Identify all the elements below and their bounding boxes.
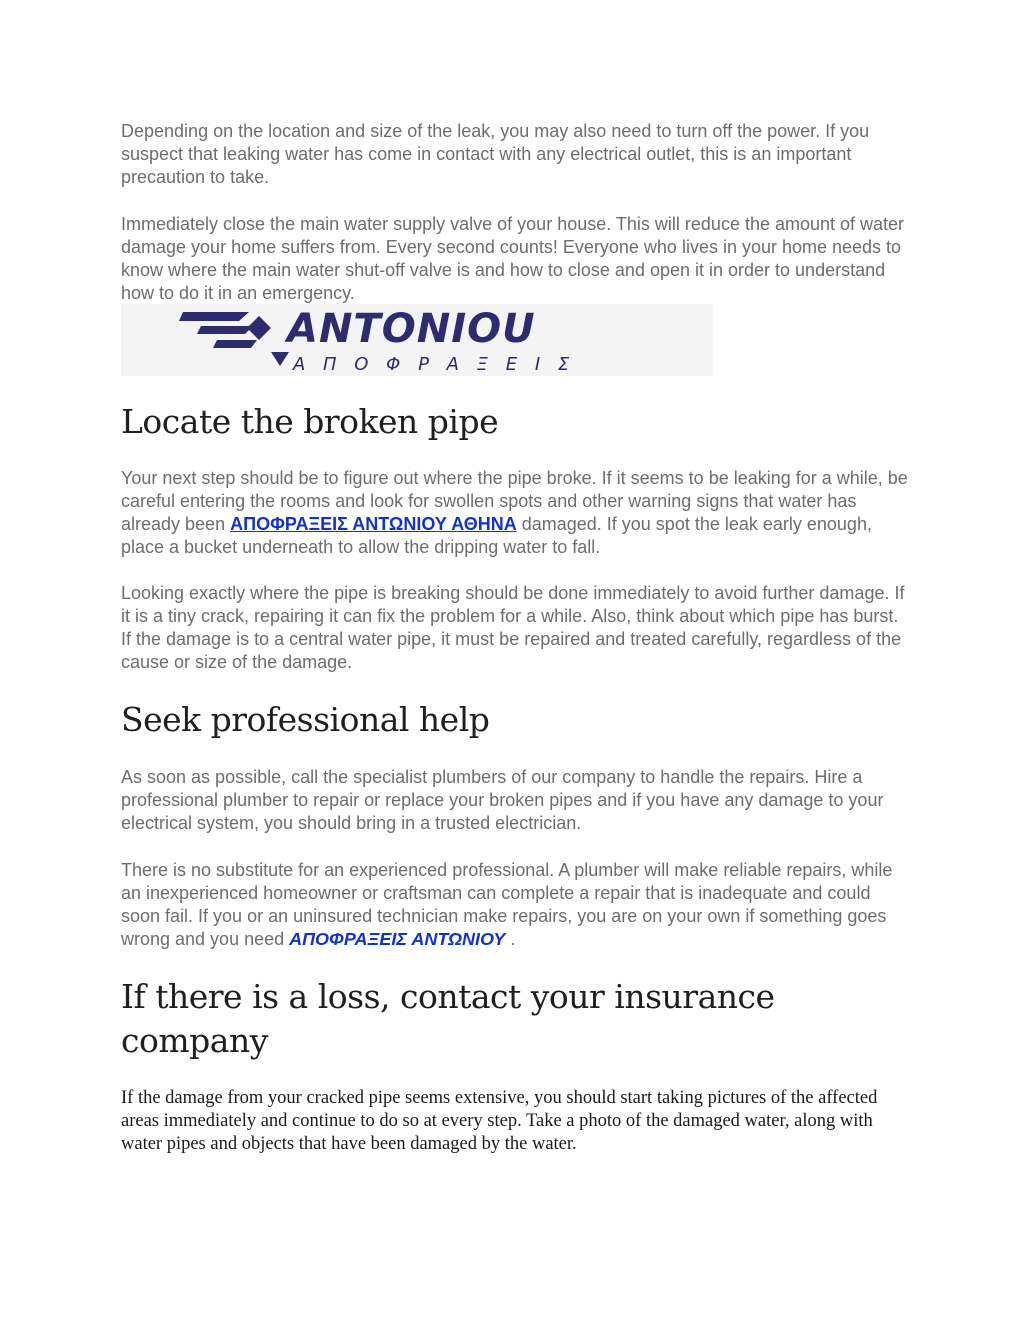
paragraph-looking-exactly: Looking exactly where the pipe is breaking should be done immediately to avoid further damage. If it is a tiny crack, repairing it can fix the problem for a while. Also, think about which pipe has burst. If the damage is to a central water pipe, it must be repaired and treated carefully, regardless of the cause or size of the damage.	[121, 583, 905, 672]
paragraph-power: Depending on the location and size of the leak, you may also need to turn off the power. If you suspect that leaking water has come in contact with any electrical outlet, this is an important precaution to take.	[121, 121, 870, 187]
paragraph-no-substitute-text-end: .	[505, 929, 516, 949]
paragraph-next-step-text-start: Your next step should be to figure out where the pipe broke. If it seems to be leaking for a while, be careful entering the rooms and look for swollen spots and other warning signs that water has already been	[121, 468, 908, 534]
antoniou-logo	[121, 304, 713, 376]
paragraph-take-pictures: If the damage from your cracked pipe seems extensive, you should start taking pictures of the affected areas immediately and continue to do so at every step. Take a photo of the damaged water, along with water pipes and objects that have been damaged by the water.	[121, 1088, 878, 1154]
paragraph-next-step-text-end: damaged. If you spot the leak early enough, place a bucket underneath to allow the dripping water to fall.	[121, 514, 872, 557]
link-apofraxeis-antoniou-athina[interactable]: ΑΠΟΦΡΑΞΕΙΣ ΑΝΤΩΝΙΟΥ ΑΘΗΝΑ	[230, 514, 517, 534]
paragraph-call-specialist: As soon as possible, call the specialist plumbers of our company to handle the repairs. Hire a professional plumber to repair or replace your broken pipes and if you have any damage to your electrical system, you should bring in a trusted electrician.	[121, 767, 884, 833]
logo-sub-text: Α Π Ο Φ Ρ Α Ξ Ε Ι Σ	[293, 354, 576, 375]
paragraph-no-substitute	[121, 859, 911, 951]
heading-locate-broken-pipe: Locate the broken pipe	[121, 402, 499, 441]
paragraph-no-substitute-text-start: There is no substitute for an experienced professional. A plumber will make reliable repairs, while an inexperienced homeowner or craftsman can complete a repair that is inadequate and could soon fail. If you or an uninsured technician make repairs, you are on your own if something goes wrong and you need	[121, 860, 893, 949]
link-apofraxeis-antoniou[interactable]: ΑΠΟΦΡΑΞΕΙΣ ΑΝΤΩΝΙΟΥ	[289, 929, 506, 949]
logo-main-text: ANTONIOU	[287, 306, 536, 352]
antoniou-logo-graphic	[121, 304, 713, 376]
heading-insurance-company: If there is a loss, contact your insurance company	[121, 977, 775, 1060]
paragraph-next-step	[121, 467, 911, 559]
paragraph-main-valve: Immediately close the main water supply valve of your house. This will reduce the amount of water damage your home suffers from. Every second counts! Everyone who lives in your home needs to know where the main water shut-off valve is and how to close and open it in order to understand how to do it in an emergency.	[121, 214, 905, 303]
heading-seek-professional-help: Seek professional help	[121, 700, 490, 739]
